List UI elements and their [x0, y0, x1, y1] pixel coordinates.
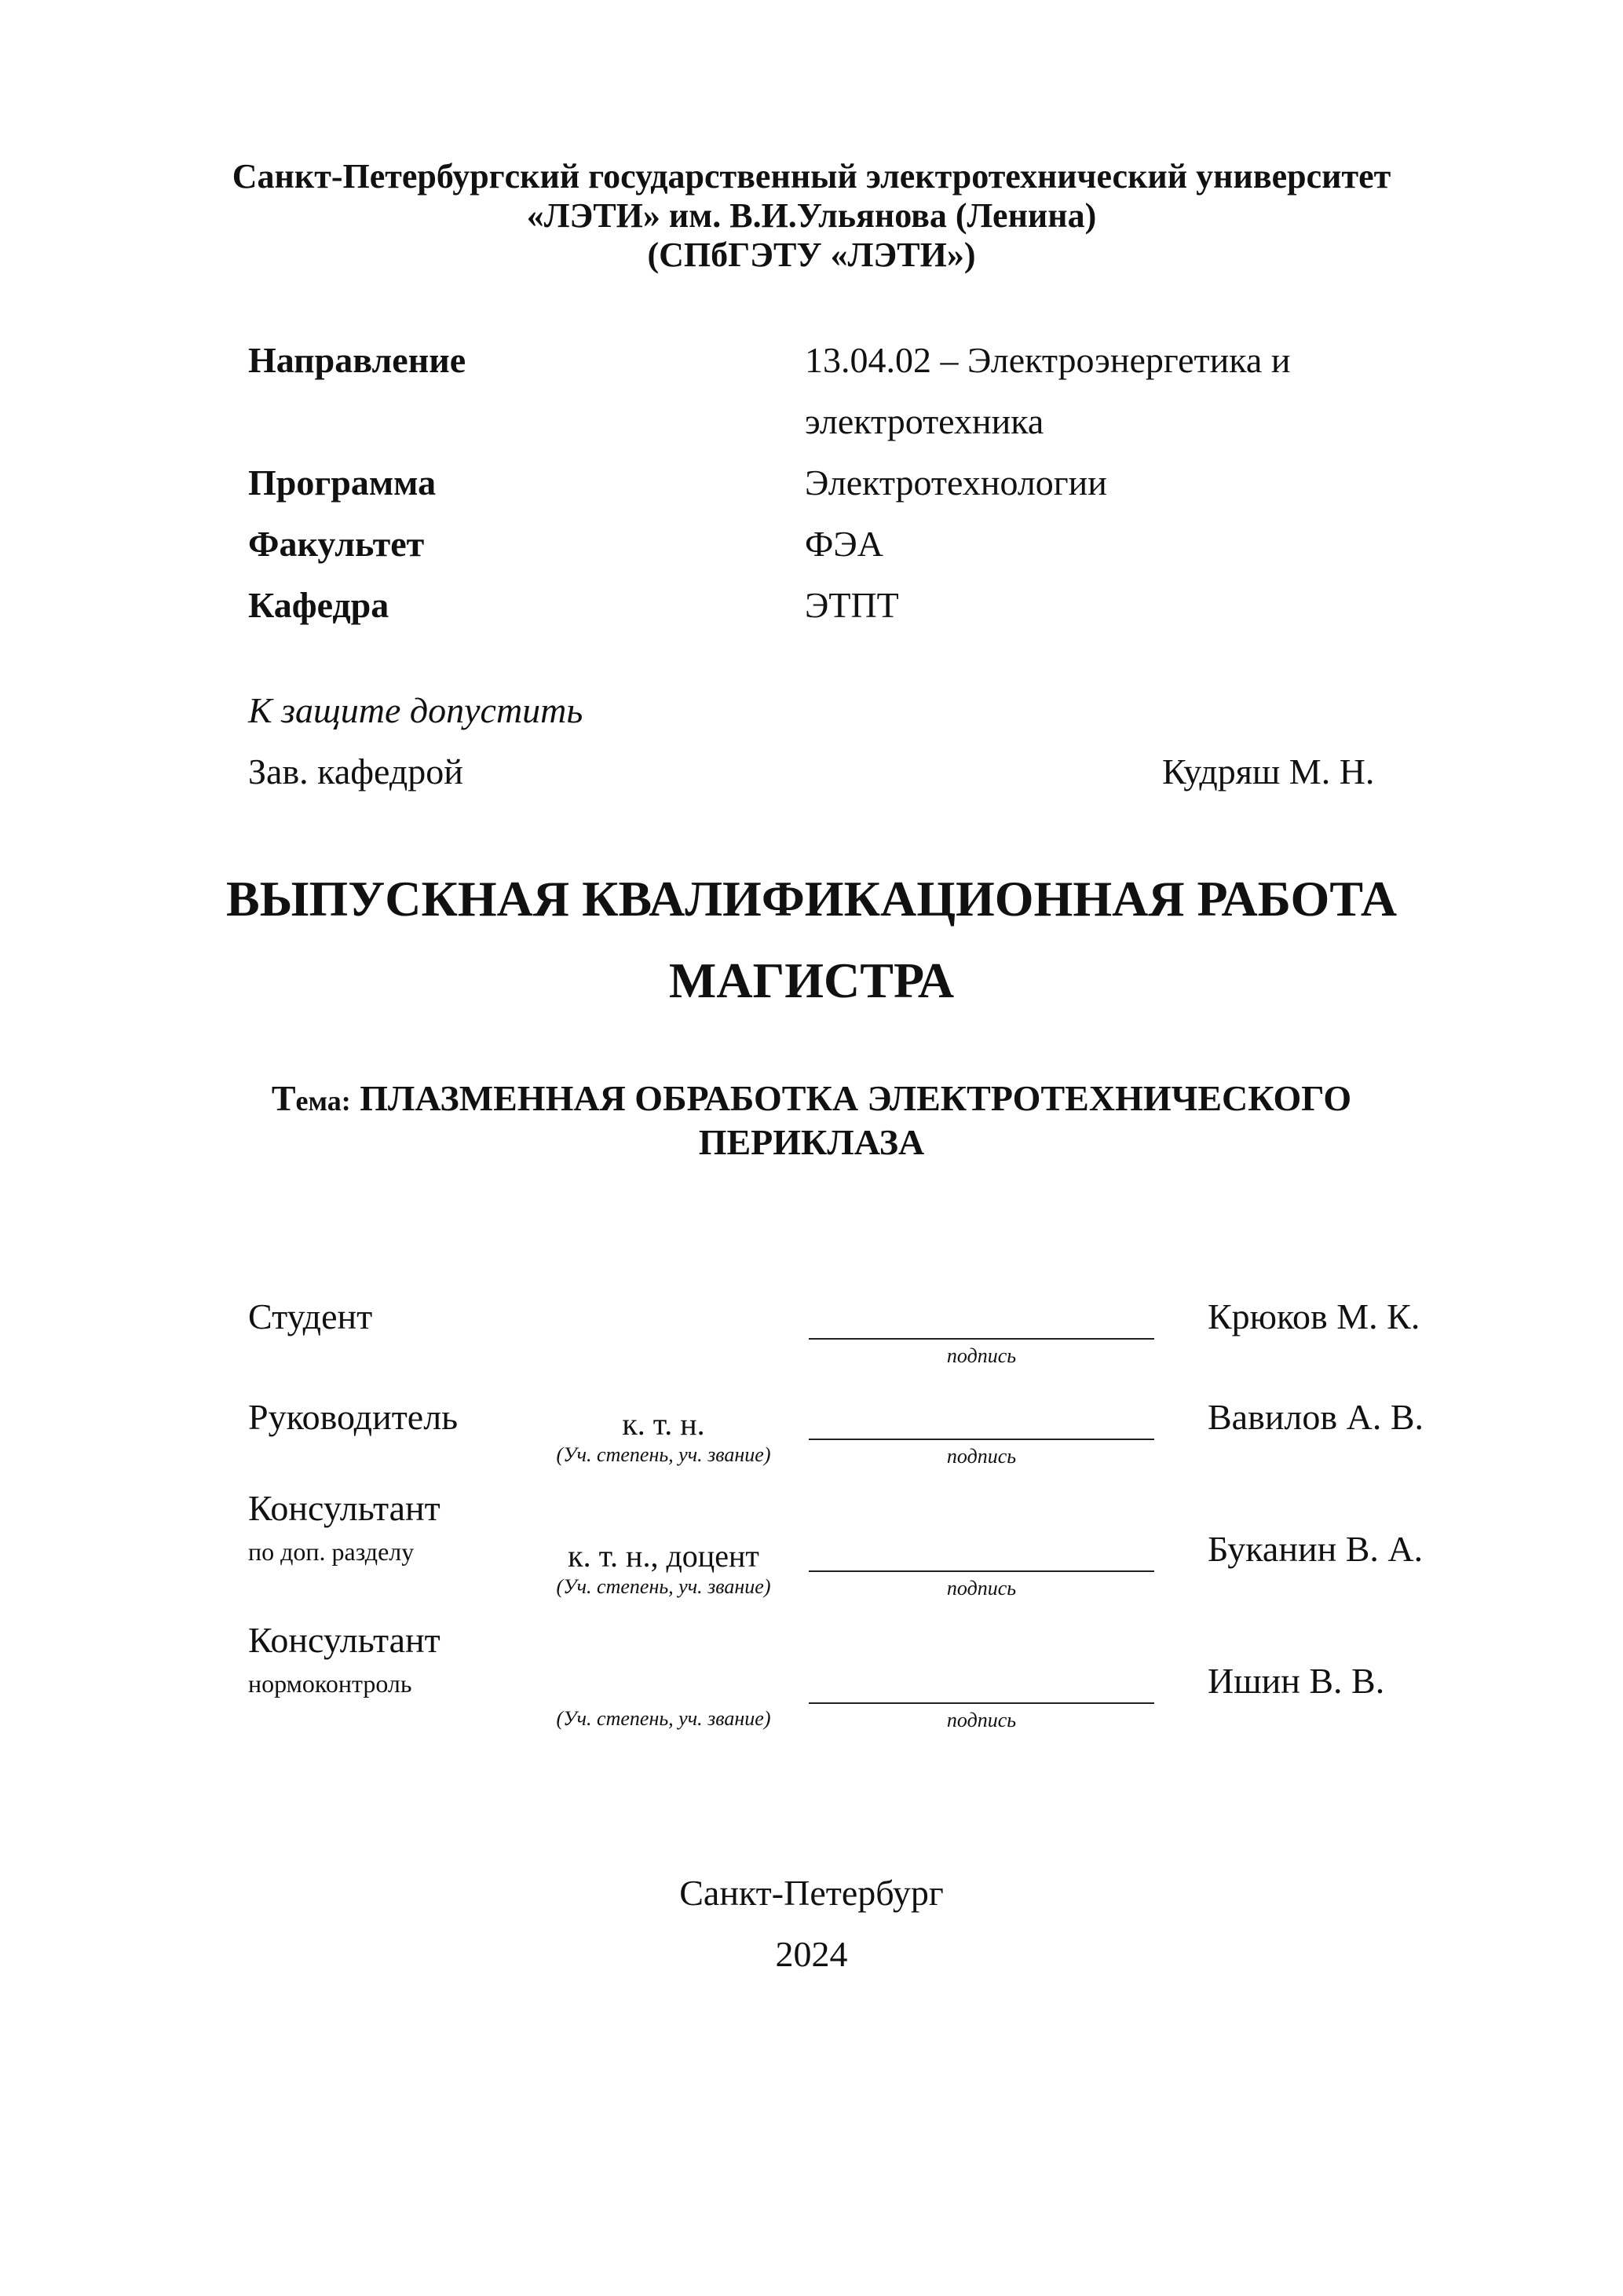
signature-subrole-consultant: по доп. разделу [248, 1537, 415, 1566]
signature-subrole-normcontrol: нормоконтроль [248, 1669, 412, 1698]
theme-line1 [0, 1077, 1623, 1119]
theme-text-line1: ПЛАЗМЕННАЯ ОБРАБОТКА ЭЛЕКТРОТЕХНИЧЕСКОГО [360, 1078, 1352, 1118]
admission-role: Зав. кафедрой [248, 751, 463, 792]
admission-heading: К защите допустить [248, 690, 583, 730]
signature-degree-consultant: к. т. н., доцент [568, 1538, 759, 1574]
admission-name: Кудряш М. Н. [1162, 751, 1375, 792]
university-name: Санкт-Петербургский государственный электротехнический университет [232, 157, 1391, 196]
degree-caption-normcontrol: (Уч. степень, уч. звание) [556, 1707, 771, 1730]
signature-name-supervisor: Вавилов А. В. [1208, 1397, 1424, 1437]
field-label-department: Кафедра [248, 585, 389, 625]
signature-line-student [809, 1338, 1154, 1340]
signature-role-normcontrol: Консультант [248, 1620, 440, 1660]
degree-caption-supervisor: (Уч. степень, уч. звание) [556, 1443, 771, 1466]
theme-prefix-rest: ема: [295, 1085, 351, 1117]
signature-degree-supervisor: к. т. н. [622, 1406, 705, 1442]
university-abbreviation: (СПбГЭТУ «ЛЭТИ») [647, 236, 976, 274]
signature-name-student: Крюков М. К. [1208, 1296, 1420, 1336]
signature-caption-student: подпись [946, 1344, 1017, 1367]
thesis-title-line2: МАГИСТРА [668, 952, 955, 1008]
signature-caption-consultant: подпись [946, 1577, 1017, 1600]
field-value-direction-cont: электротехника [805, 401, 1044, 441]
field-label-faculty: Факультет [248, 524, 425, 564]
signature-name-consultant: Буканин В. А. [1208, 1529, 1424, 1569]
signature-line-supervisor [809, 1439, 1154, 1440]
signature-caption-supervisor: подпись [946, 1445, 1017, 1468]
field-label-direction: Направление [248, 340, 466, 380]
field-label-program: Программа [248, 462, 437, 503]
field-value-department: ЭТПТ [805, 585, 899, 625]
field-value-faculty: ФЭА [805, 524, 883, 564]
field-value-direction: 13.04.02 – Электроэнергетика и [805, 340, 1291, 380]
theme-prefix-first: Т [271, 1078, 296, 1118]
signature-line-consultant [809, 1570, 1154, 1572]
signature-line-normcontrol [809, 1702, 1154, 1704]
signature-role-student: Студент [248, 1296, 373, 1336]
theme-text-line2: ПЕРИКЛАЗА [698, 1122, 925, 1162]
thesis-title-line1: ВЫПУСКНАЯ КВАЛИФИКАЦИОННАЯ РАБОТА [225, 871, 1398, 927]
field-value-program: Электротехнологии [805, 462, 1107, 503]
university-short-name: «ЛЭТИ» им. В.И.Ульянова (Ленина) [526, 196, 1097, 235]
signature-role-supervisor: Руководитель [248, 1397, 459, 1437]
footer-year: 2024 [775, 1934, 848, 1974]
degree-caption-consultant: (Уч. степень, уч. звание) [556, 1575, 771, 1598]
footer-city: Санкт-Петербург [679, 1873, 944, 1913]
signature-role-consultant: Консультант [248, 1488, 440, 1528]
signature-name-normcontrol: Ишин В. В. [1208, 1661, 1385, 1701]
signature-caption-normcontrol: подпись [946, 1709, 1017, 1731]
